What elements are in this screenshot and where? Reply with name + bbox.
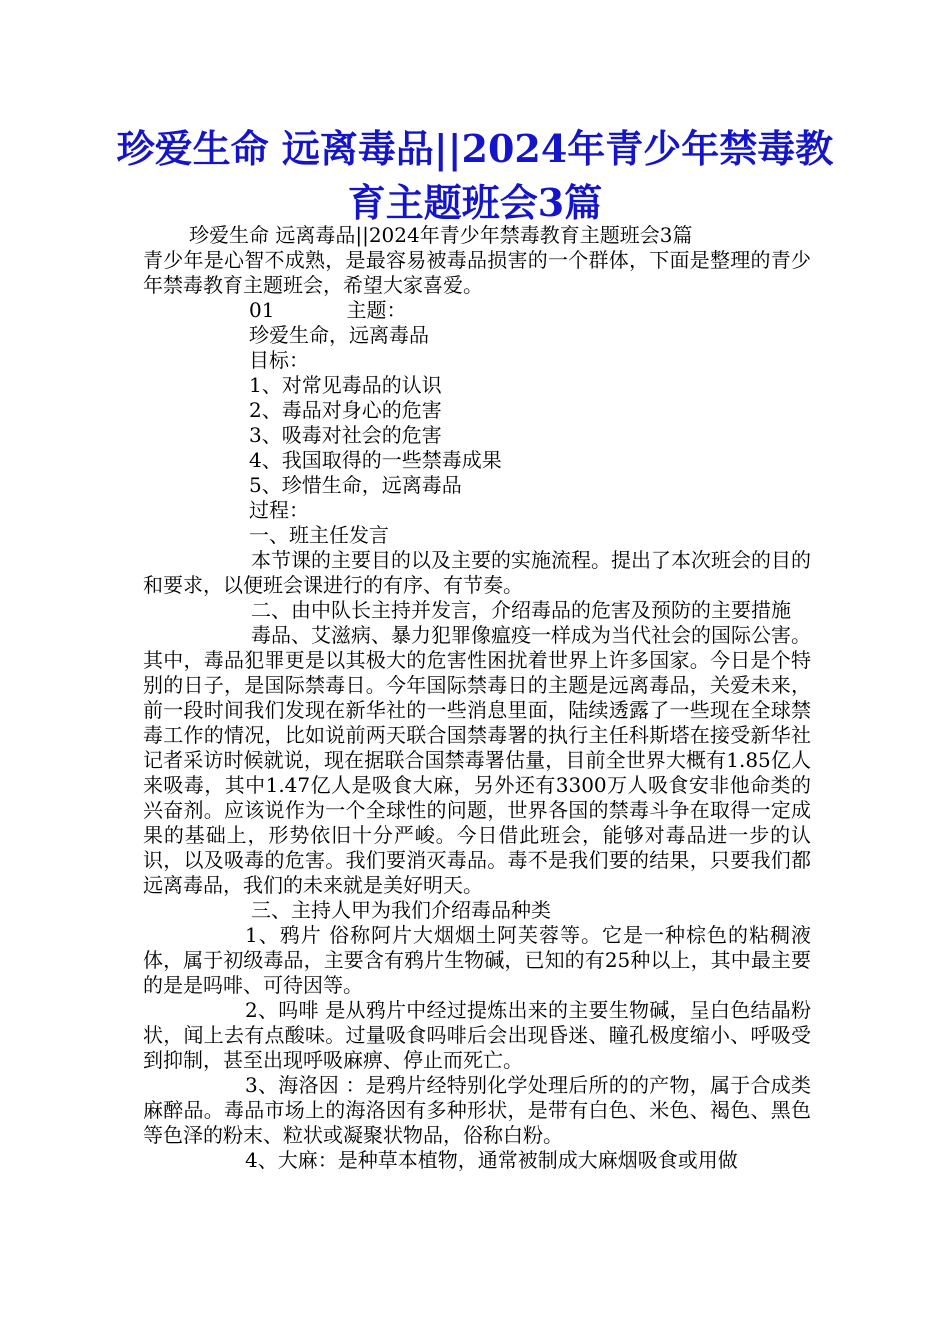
step1-paragraph: 本节课的主要目的以及主要的实施流程。提出了本次班会的目的和要求，以便班会课进行的有序、有节奏。 [143,548,811,597]
process-label: 过程： [249,498,309,522]
drug-item-opium: 1、鸦片 俗称阿片大烟烟土阿芙蓉等。它是一种棕色的粘稠液体，属于初级毒品，主要含有鸦片生物碱，已知的有25种以上，其中最主要的是是吗啡、可待因等。 [143,923,811,997]
goal-item: 1、对常见毒品的认识 [249,373,442,397]
goals-label: 目标： [249,348,309,372]
drug-item-morphine: 2、吗啡 是从鸦片中经过提炼出来的主要生物碱，呈白色结晶粉状，闻上去有点酸味。过量吸食吗啡后会出现昏迷、瞳孔极度缩小、呼吸受到抑制，甚至出现呼吸麻痹、停止而死亡。 [143,998,811,1072]
goal-item: 3、吸毒对社会的危害 [249,423,442,447]
drug-item-cannabis: 4、大麻：是种草本植物，通常被制成大麻烟吸食或用做 [245,1148,738,1172]
step2-heading: 二、由中队长主持并发言，介绍毒品的危害及预防的主要措施 [251,598,791,622]
goal-item: 4、我国取得的一些禁毒成果 [249,448,502,472]
intro-paragraph: 青少年是心智不成熟，是最容易被毒品损害的一个群体，下面是整理的青少年禁毒教育主题班会，希望大家喜爱。 [143,248,811,297]
step1-heading: 一、班主任发言 [249,523,389,547]
goal-item: 2、毒品对身心的危害 [249,398,442,422]
drug-item-heroin: 3、海洛因 ：是鸦片经特别化学处理后所的的产物，属于合成类麻醉品。毒品市场上的海洛因有多种形状，是带有白色、米色、褐色、黑色等色泽的粉末、粒状或凝聚状物品，俗称白粉。 [143,1073,811,1147]
intro-heading: 珍爱生命 远离毒品||2024年青少年禁毒教育主题班会3篇 [189,223,693,247]
step2-paragraph: 毒品、艾滋病、暴力犯罪像瘟疫一样成为当代社会的国际公害。其中，毒品犯罪更是以其极大的危害性困扰着世界上许多国家。今日是个特别的日子，是国际禁毒日。今年国际禁毒日的主题是远离毒品，关爱未来，前一段时间我们发现在新华社的一些消息里面，陆续透露了一些现在全球禁毒工作的情况，比如说前两天联合国禁毒署的执行主任科斯塔在接受新华社记者采访时候就说，现在据联合国禁毒署估量，目前全世界大概有1.85亿人来吸毒，其中1.47亿人是吸食大麻，另外还有3300万人吸食安非他命类的兴奋剂。应该说作为一个全球性的问题，世界各国的禁毒斗争在取得一定成果的基础上，形势依旧十分严峻。今日借此班会，能够对毒品进一步的认识，以及吸毒的危害。我们要消灭毒品。毒不是我们要的结果，只要我们都远离毒品，我们的未来就是美好明天。 [143,623,811,897]
step3-heading: 三、主持人甲为我们介绍毒品种类 [251,898,551,922]
goal-item: 5、珍惜生命，远离毒品 [249,473,462,497]
theme-row [143,298,811,323]
section-number: 01 [249,298,275,322]
theme-text: 珍爱生命，远离毒品 [249,323,429,347]
theme-label: 主题： [346,298,407,322]
document-body [143,223,811,1173]
document-title: 珍爱生命 远离毒品||2024年青少年禁毒教育主题班会3篇 [116,126,834,225]
